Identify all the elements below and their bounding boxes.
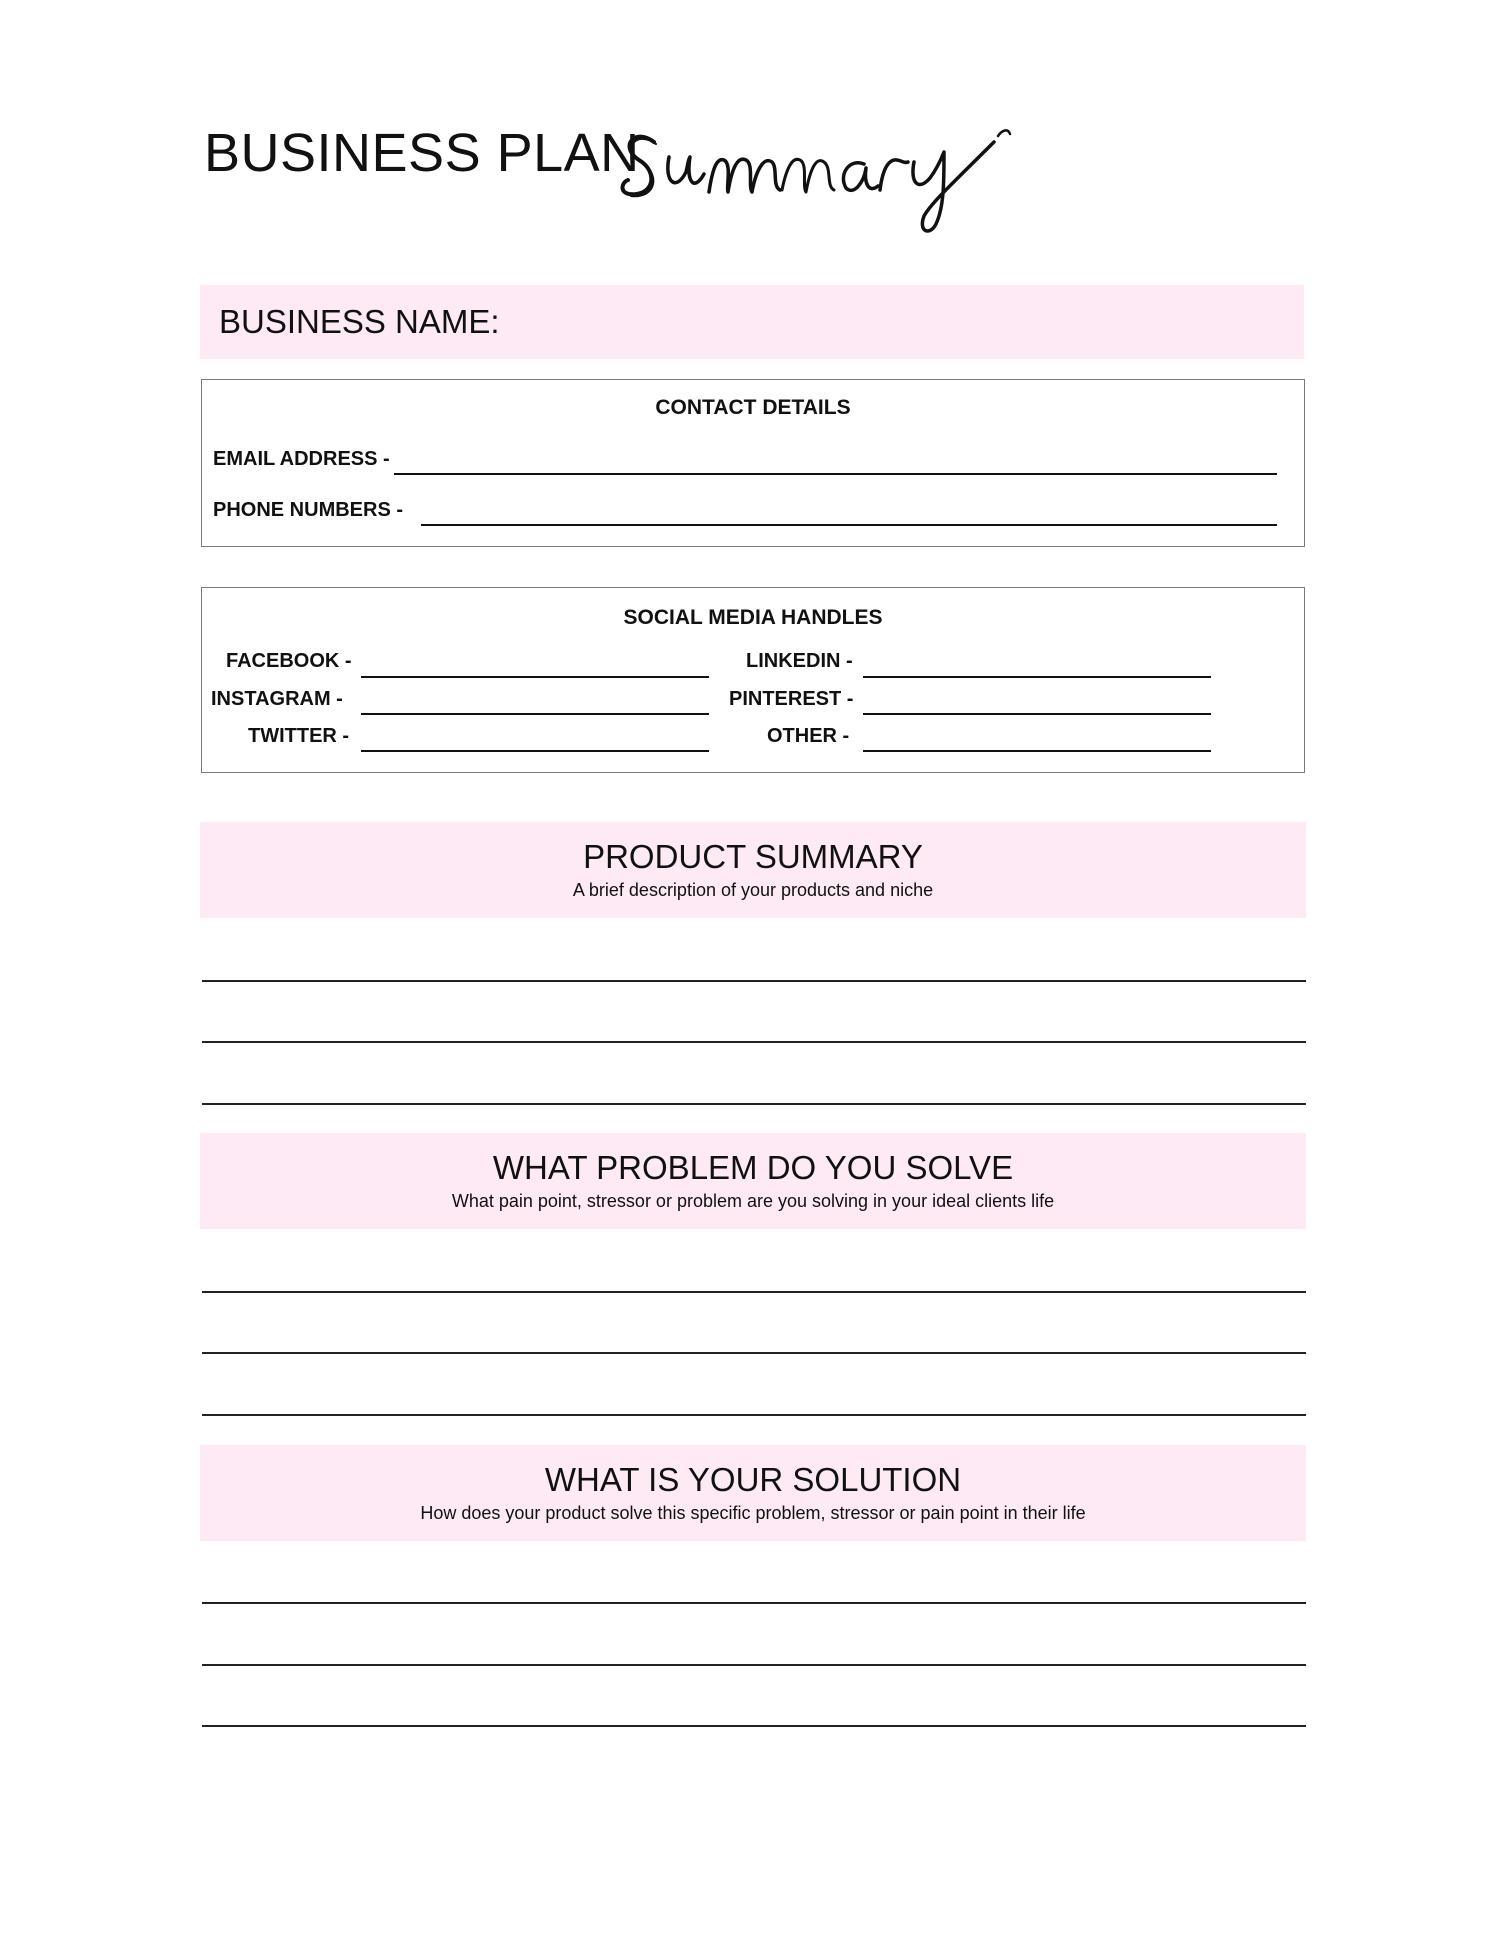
writing-line[interactable]	[202, 1103, 1306, 1105]
section-subtitle: What pain point, stressor or problem are you solving in your ideal clients life	[451, 1191, 1055, 1211]
email-line[interactable]	[394, 473, 1277, 475]
phone-label: PHONE NUMBERS -	[213, 499, 404, 521]
section-title: WHAT IS YOUR SOLUTION	[544, 1461, 962, 1498]
twitter-label: TWITTER -	[248, 725, 350, 747]
pinterest-line[interactable]	[863, 713, 1211, 715]
business-name-label: BUSINESS NAME:	[219, 303, 500, 340]
writing-line[interactable]	[202, 1352, 1306, 1354]
linkedin-line[interactable]	[863, 676, 1211, 678]
other-label: OTHER -	[767, 725, 850, 747]
writing-line[interactable]	[202, 1291, 1306, 1293]
writing-line[interactable]	[202, 1414, 1306, 1416]
facebook-line[interactable]	[361, 676, 709, 678]
section-subtitle: How does your product solve this specific problem, stressor or pain point in their life	[420, 1503, 1086, 1523]
business-name-bar	[200, 285, 1304, 359]
summary-script-logo	[614, 112, 1014, 237]
social-media-heading: SOCIAL MEDIA HANDLES	[623, 606, 883, 629]
section-subtitle: A brief description of your products and niche	[572, 880, 934, 900]
twitter-line[interactable]	[361, 750, 709, 752]
email-label: EMAIL ADDRESS -	[213, 448, 390, 470]
page-title	[204, 112, 1104, 242]
writing-line[interactable]	[202, 1041, 1306, 1043]
writing-line[interactable]	[202, 980, 1306, 982]
section-title: PRODUCT SUMMARY	[583, 838, 923, 875]
contact-details-heading: CONTACT DETAILS	[655, 396, 851, 419]
instagram-line[interactable]	[361, 713, 709, 715]
writing-line[interactable]	[202, 1725, 1306, 1727]
instagram-label: INSTAGRAM -	[211, 688, 343, 710]
linkedin-label: LINKEDIN -	[746, 650, 853, 672]
title-text: BUSINESS PLAN	[204, 123, 640, 183]
writing-line[interactable]	[202, 1664, 1306, 1666]
other-line[interactable]	[863, 750, 1211, 752]
phone-line[interactable]	[421, 524, 1277, 526]
facebook-label: FACEBOOK -	[226, 650, 352, 672]
product-summary-header	[200, 822, 1306, 918]
social-media-box	[201, 587, 1305, 773]
contact-details-box	[201, 379, 1305, 547]
pinterest-label: PINTEREST -	[729, 688, 854, 710]
writing-line[interactable]	[202, 1602, 1306, 1604]
problem-header	[200, 1133, 1306, 1229]
section-title: WHAT PROBLEM DO YOU SOLVE	[492, 1149, 1014, 1186]
solution-header	[200, 1445, 1306, 1541]
